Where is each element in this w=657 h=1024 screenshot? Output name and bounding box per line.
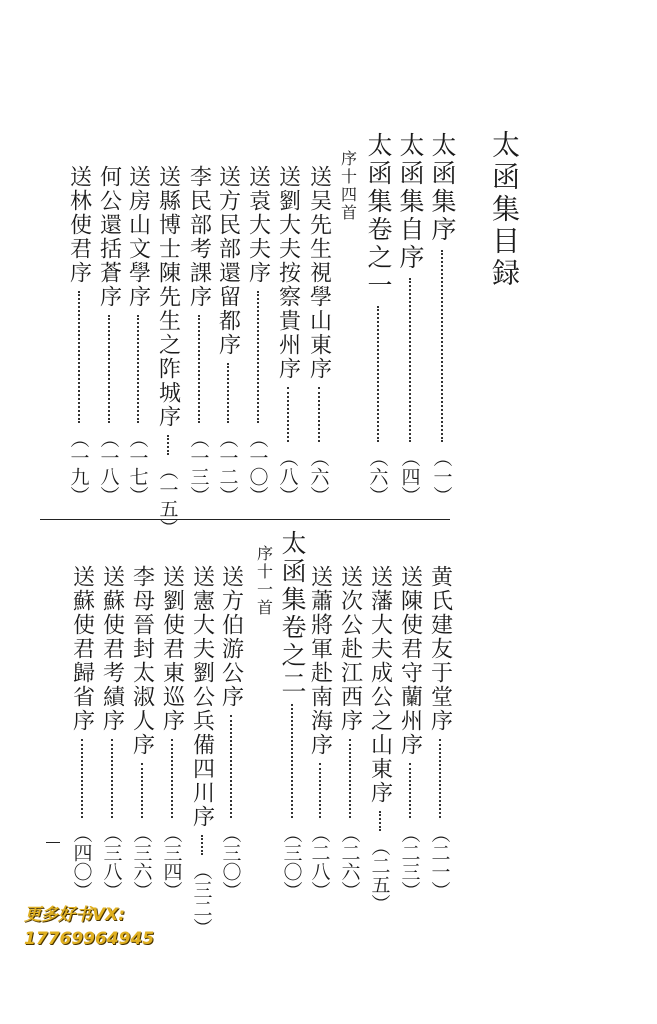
leader-dots: [81, 739, 83, 818]
toc-entry: [183, 165, 215, 505]
leader-dots: [319, 763, 321, 818]
watermark-line-1: 更多好书VX:: [24, 905, 126, 925]
toc-entry: [186, 565, 218, 937]
page-number: （八）: [276, 448, 299, 505]
toc-entry: [96, 565, 128, 900]
toc-entry: [66, 565, 98, 900]
watermark-line-2: 17769964945: [24, 929, 155, 949]
leader-dots: [409, 763, 411, 818]
page-folio-mark: [46, 842, 60, 843]
section-subheading: 序十四首: [338, 150, 358, 222]
page-number: （一三）: [187, 429, 210, 505]
toc-entry: [276, 530, 308, 900]
toc-entry-title: 太函集卷之二: [278, 530, 307, 698]
leader-dots: [167, 435, 169, 455]
leader-dots: [137, 315, 139, 423]
leader-dots: [171, 739, 173, 818]
toc-entry-title: 送陳使君守蘭州序: [397, 565, 423, 757]
leader-dots: [377, 306, 379, 442]
page-number: （一五）: [156, 461, 179, 537]
toc-entry-title: 送方民部還留都序: [215, 165, 241, 357]
page-number: （一二）: [216, 429, 239, 505]
leader-dots: [108, 315, 110, 423]
leader-dots: [291, 704, 293, 818]
toc-entry: [156, 565, 188, 900]
page-number: （四）: [398, 448, 421, 505]
section-subheading: 序十一首: [254, 545, 274, 617]
leader-dots: [441, 250, 443, 442]
watermark: [24, 903, 154, 951]
toc-entry: [332, 150, 364, 222]
page-number: （二八）: [308, 824, 331, 900]
page-number: （三〇）: [280, 824, 303, 900]
page-number: （六）: [307, 448, 330, 505]
toc-entry-title: 送劉大夫按察貴州序: [275, 165, 301, 381]
leader-dots: [198, 315, 200, 423]
leader-dots: [349, 739, 351, 818]
leader-dots: [230, 715, 232, 818]
toc-entry-title: 太函集自序: [396, 132, 425, 272]
toc-entry-title: 送次公赴江西序: [337, 565, 363, 733]
page-number: （三二）: [190, 861, 213, 937]
toc-entry-title: 何公還括蒼序: [96, 165, 122, 309]
page-number: （三八）: [100, 824, 123, 900]
toc-entry-title: 送憲大夫劉公兵備四川序: [189, 565, 215, 829]
toc-entry: [126, 565, 158, 900]
leader-dots: [379, 811, 381, 831]
page-number: （一九）: [67, 429, 90, 505]
toc-entry-title: 李母晉封太淑人序: [129, 565, 155, 757]
toc-entry-title: 送縣博士陳先生之阼城序: [155, 165, 181, 429]
leader-dots: [318, 387, 320, 442]
toc-entry-title: 黄氏建友于堂序: [427, 565, 453, 733]
toc-entry-title: 太函集序: [428, 132, 457, 244]
toc-entry: [394, 565, 426, 900]
page-number: （三四）: [160, 824, 183, 900]
toc-entry: [394, 132, 426, 505]
page-number: （二五）: [368, 837, 391, 913]
book-title: 太函集目録: [488, 130, 521, 290]
page-number: （六）: [366, 448, 389, 505]
page-number: （一〇）: [246, 429, 269, 505]
toc-entry-title: 李民部考課序: [186, 165, 212, 309]
toc-entry: [152, 165, 184, 537]
leader-dots: [257, 291, 259, 423]
leader-dots: [201, 835, 203, 855]
toc-entry-title: 送藩大夫成公之山東序: [367, 565, 393, 805]
toc-entry: [215, 565, 247, 900]
page-number: （二六）: [338, 824, 361, 900]
leader-dots: [439, 739, 441, 818]
toc-entry: [364, 565, 396, 913]
page-number: （四〇）: [70, 824, 93, 900]
leader-dots: [409, 278, 411, 442]
toc-entry: [248, 545, 280, 617]
toc-entry-title: 送蘇使君歸省序: [69, 565, 95, 733]
page-number: （一八）: [97, 429, 120, 505]
page-number: （三〇）: [219, 824, 242, 900]
leader-dots: [78, 291, 80, 423]
toc-entry-title: 送蘇使君考績序: [99, 565, 125, 733]
page-number: （一七）: [126, 429, 149, 505]
toc-entry-title: 送劉使君東巡序: [159, 565, 185, 733]
toc-entry: [362, 132, 394, 505]
leader-dots: [141, 763, 143, 818]
toc-entry: [212, 165, 244, 505]
toc-entry-title: 送房山文學序: [125, 165, 151, 309]
page-number: （二一）: [428, 824, 451, 900]
toc-entry: [63, 165, 95, 505]
toc-entry-title: 送蕭將軍赴南海序: [307, 565, 333, 757]
page-number: （二三）: [398, 824, 421, 900]
page-number: （三六）: [130, 824, 153, 900]
toc-entry: [426, 132, 458, 505]
toc-entry-title: 太函集卷之一: [364, 132, 393, 300]
section-divider: [40, 519, 450, 520]
toc-entry-title: 送袁大夫序: [245, 165, 271, 285]
page-number: （一）: [430, 448, 453, 505]
toc-entry: [334, 565, 366, 900]
toc-entry: [122, 165, 154, 505]
toc-entry: [303, 165, 335, 505]
toc-entry: [93, 165, 125, 505]
toc-entry-title: 送吴先生視學山東序: [306, 165, 332, 381]
toc-entry: [424, 565, 456, 900]
toc-entry-title: 送方伯游公序: [218, 565, 244, 709]
leader-dots: [227, 363, 229, 423]
leader-dots: [287, 387, 289, 442]
leader-dots: [111, 739, 113, 818]
toc-entry: [242, 165, 274, 505]
toc-entry: [272, 165, 304, 505]
toc-entry-title: 送林使君序: [66, 165, 92, 285]
